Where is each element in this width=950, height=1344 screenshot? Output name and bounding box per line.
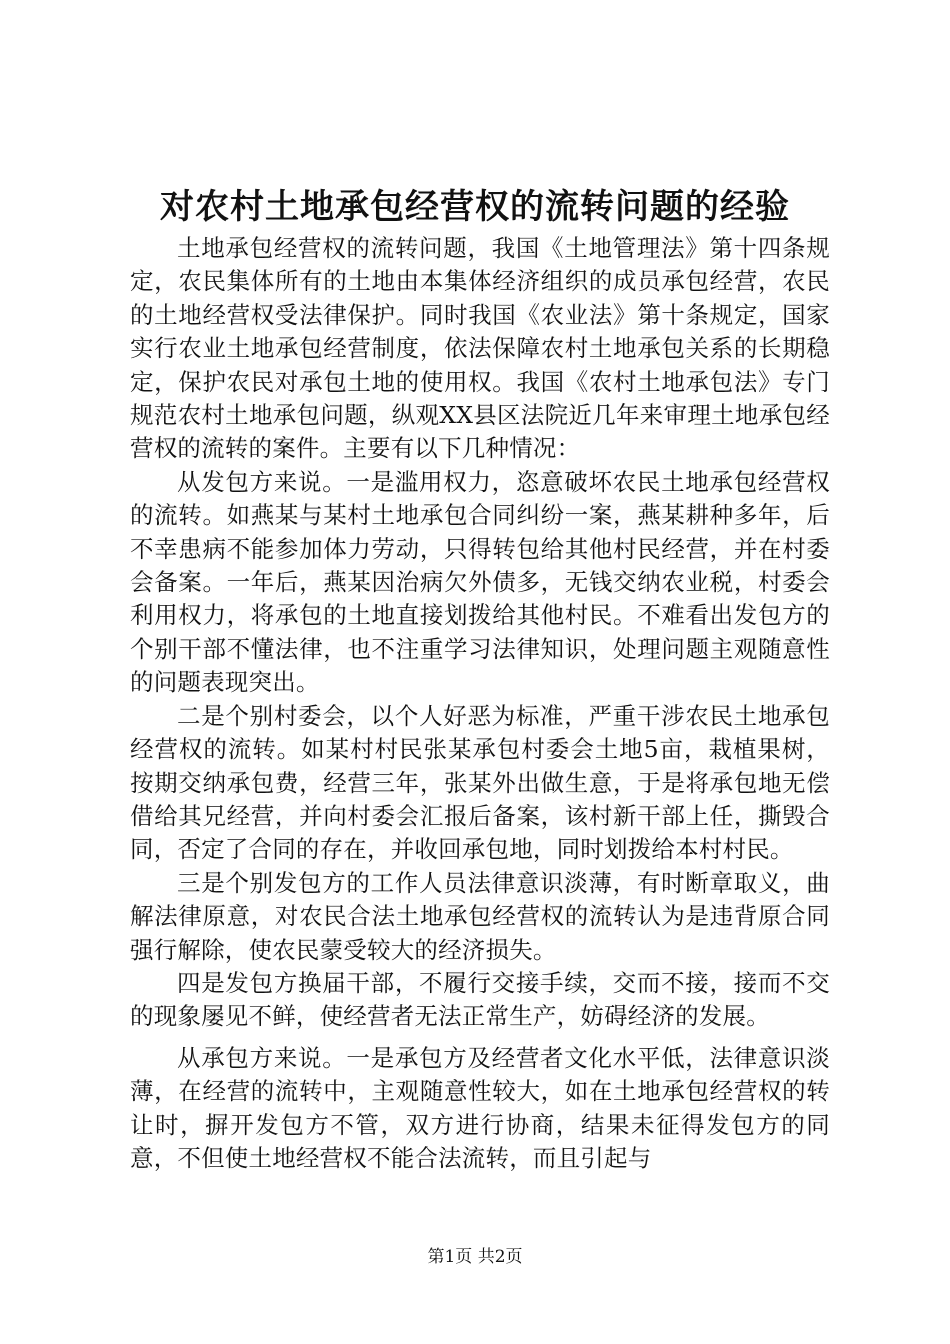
paragraph-contractee-side-1: 从承包方来说。一是承包方及经营者文化水平低，法律意识淡薄，在经营的流转中，主观随意性较大，如在土地承包经营权的转让时，摒开发包方不管，双方进行协商，结果未征得发包方的同意，不但使土地经营权不能合法流转，而且引起与 (130, 1043, 830, 1172)
document-title: 对农村土地承包经营权的流转问题的经验 (160, 187, 790, 227)
paragraph-contractor-side-3: 三是个别发包方的工作人员法律意识淡薄，有时断章取义，曲解法律原意，对农民合法土地承包经营权的流转认为是违背原合同强行解除，使农民蒙受较大的经济损失。 (130, 868, 830, 964)
paragraph-contractor-side-1: 从发包方来说。一是滥用权力，恣意破坏农民土地承包经营权的流转。如燕某与某村土地承包合同纠纷一案，燕某耕种多年，后不幸患病不能参加体力劳动，只得转包给其他村民经营，并在村委会备案。一年后，燕某因治病欠外债多，无钱交纳农业税，村委会利用权力，将承包的土地直接划拨给其他村民。不难看出发包方的个别干部不懂法律，也不注重学习法律知识，处理问题主观随意性的问题表现突出。 (130, 467, 830, 697)
page-footer: 第1页 共2页 (427, 1247, 523, 1267)
paragraph-contractor-side-2: 二是个别村委会，以个人好恶为标准，严重干涉农民土地承包经营权的流转。如某村村民张某承包村委会土地5亩，栽植果树，按期交纳承包费，经营三年，张某外出做生意，于是将承包地无偿借给其兄经营，并向村委会汇报后备案，该村新干部上任，撕毁合同，否定了合同的存在，并收回承包地，同时划拨给本村村民。 (130, 701, 830, 864)
paragraph-intro: 土地承包经营权的流转问题，我国《土地管理法》第十四条规定，农民集体所有的土地由本集体经济组织的成员承包经营，农民的土地经营权受法律保护。同时我国《农业法》第十条规定，国家实行农业土地承包经营制度，依法保障农村土地承包关系的长期稳定，保护农民对承包土地的使用权。我国《农村土地承包法》专门规范农村土地承包问题，纵观XX县区法院近几年来审理土地承包经营权的流转的案件。主要有以下几种情况： (130, 234, 830, 463)
paragraph-contractor-side-4: 四是发包方换届干部，不履行交接手续，交而不接，接而不交的现象屡见不鲜，使经营者无法正常生产，妨碍经济的发展。 (130, 968, 830, 1031)
document-body (130, 232, 830, 1175)
